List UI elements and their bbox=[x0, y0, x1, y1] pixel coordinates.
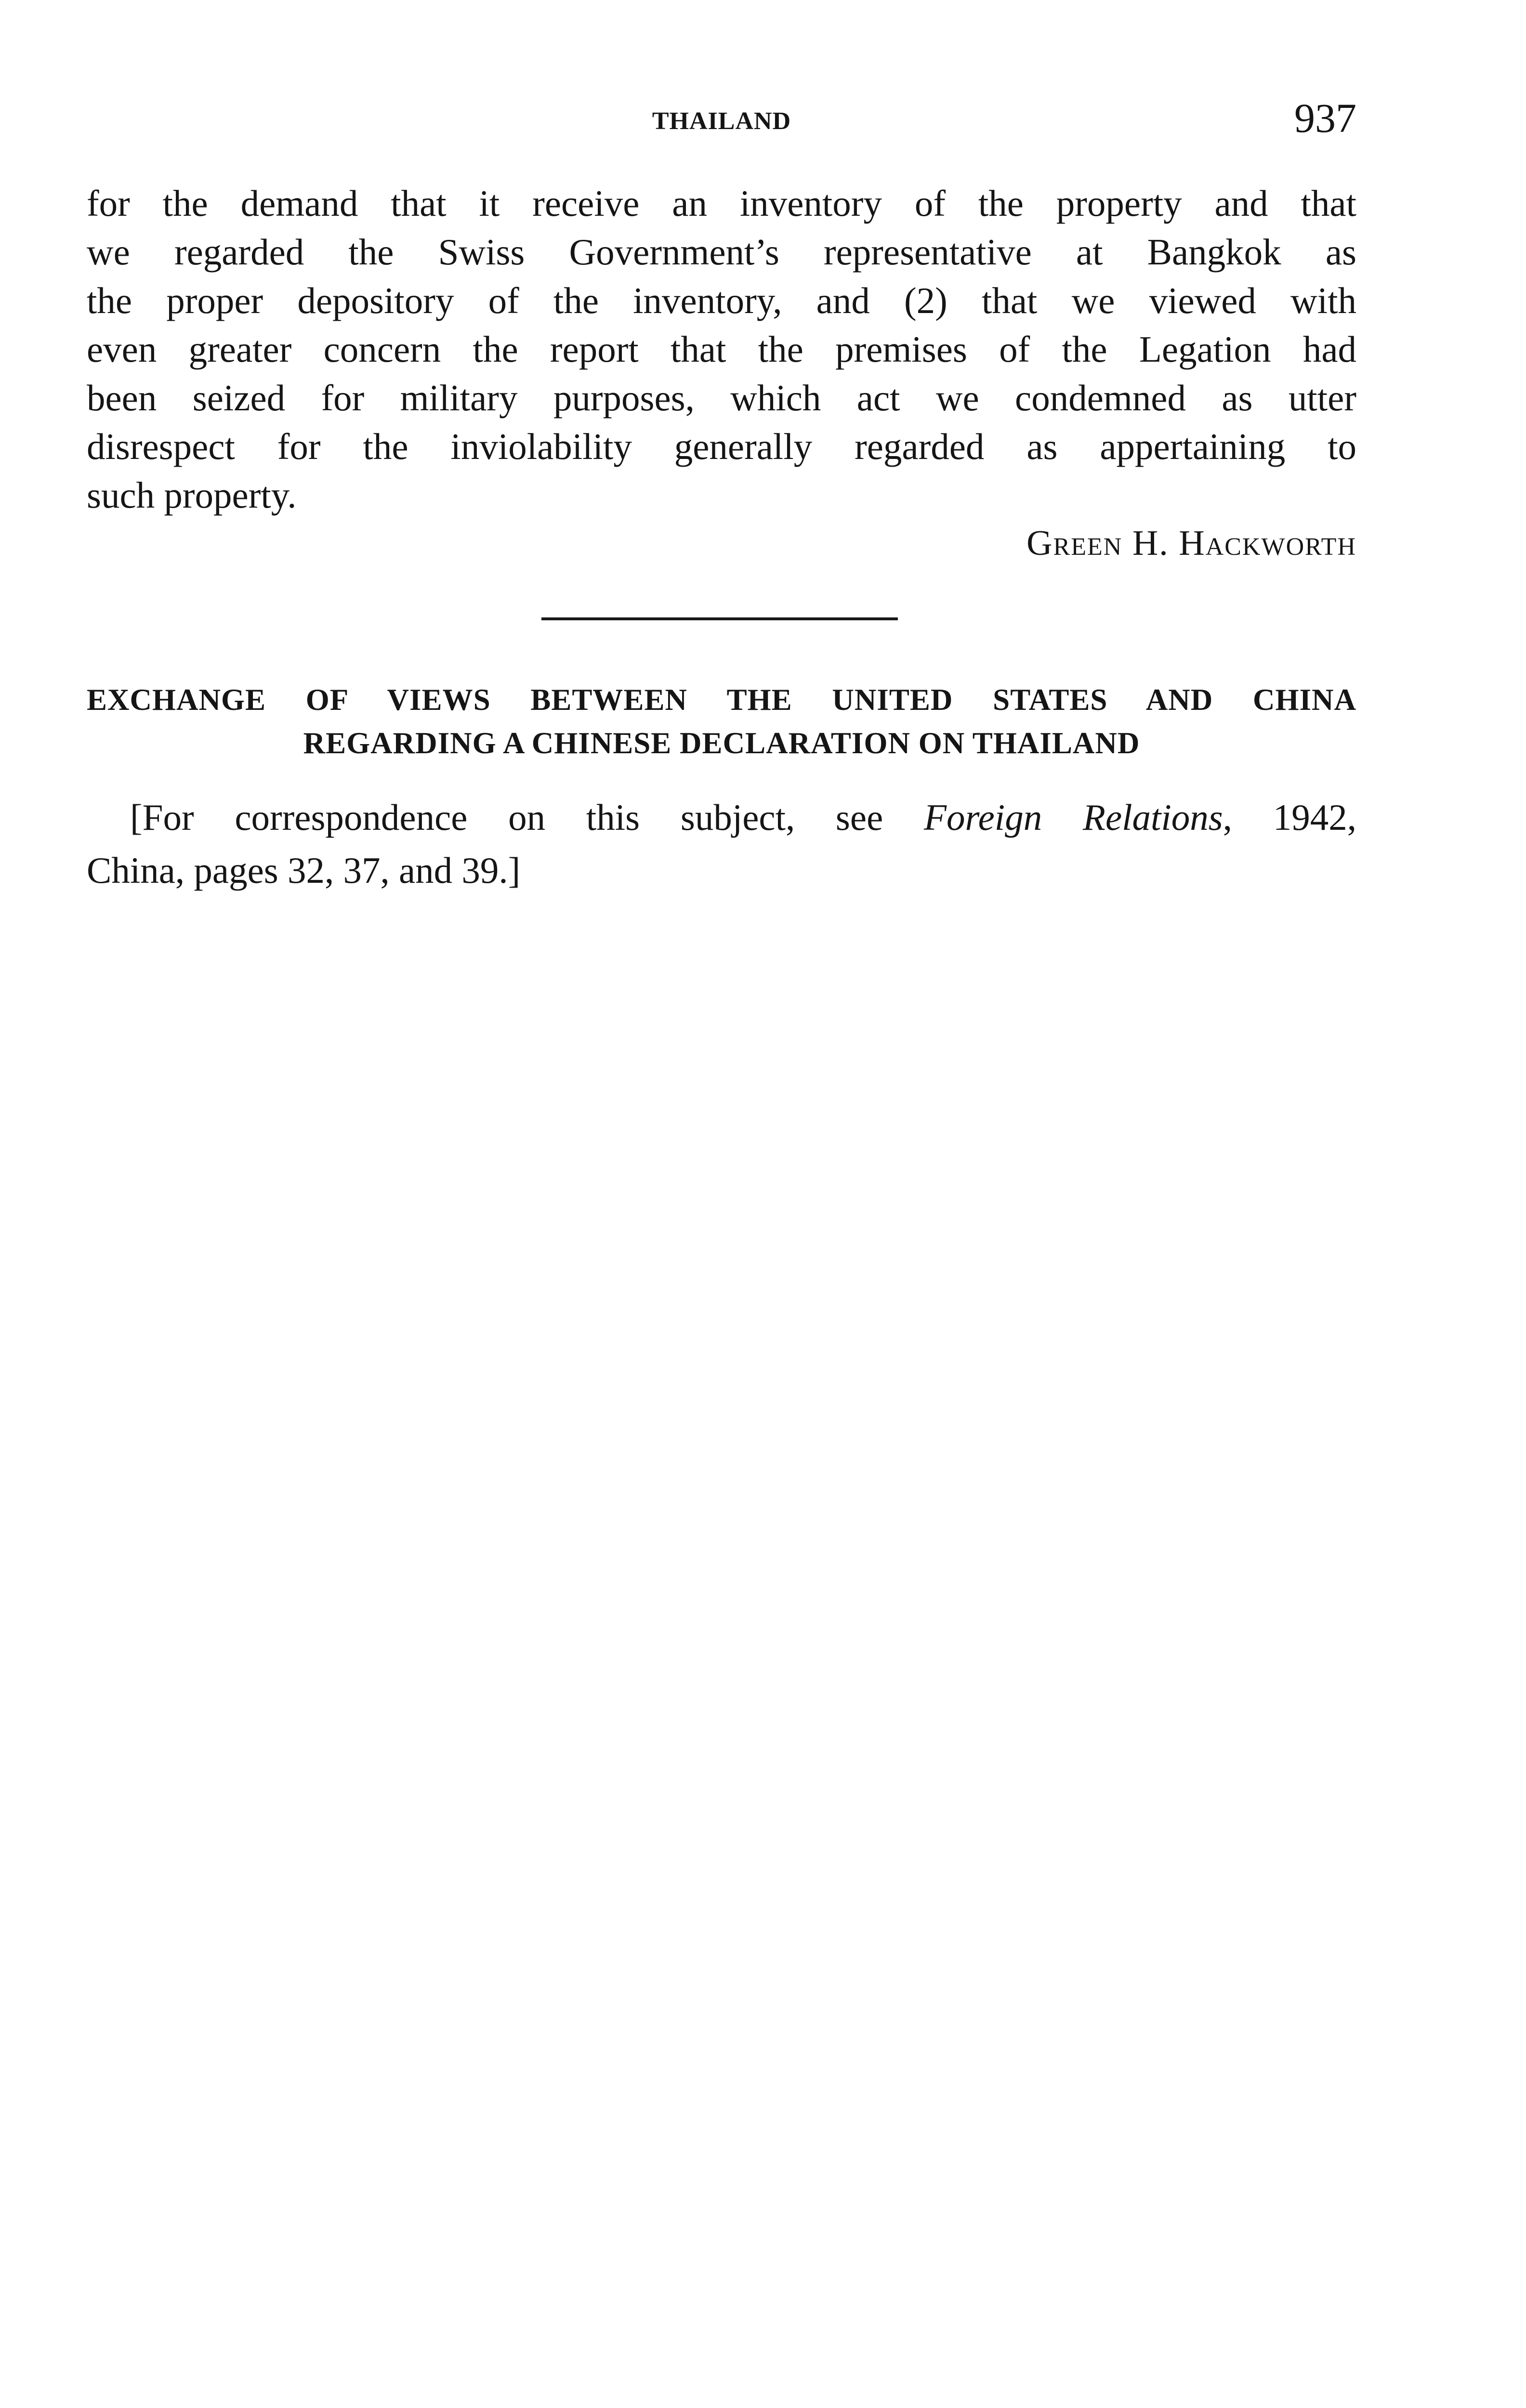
body-line: for the demand that it receive an inventory of the property and that bbox=[87, 183, 1356, 224]
body-line: disrespect for the inviolability generally regarded as appertaining to bbox=[87, 426, 1356, 467]
editorial-note bbox=[87, 791, 1356, 897]
body-line: we regarded the Swiss Government’s representative at Bangkok as bbox=[87, 231, 1356, 273]
section-heading bbox=[87, 678, 1356, 765]
note-citation: Foreign Relations bbox=[923, 797, 1223, 838]
note-line: China, pages 32, 37, and 39.] bbox=[87, 850, 521, 891]
page-number: 937 bbox=[1294, 95, 1356, 141]
section-separator-rule bbox=[541, 617, 898, 620]
body-line: the proper depository of the inventory, and (2) that we viewed with bbox=[87, 280, 1356, 321]
note-text: [For correspondence on this subject, see bbox=[130, 797, 924, 838]
section-heading-line: REGARDING A CHINESE DECLARATION ON THAILAND bbox=[303, 726, 1140, 760]
body-line: been seized for military purposes, which act we condemned as utter bbox=[87, 377, 1356, 419]
note-line bbox=[87, 791, 1356, 844]
section-heading-line: EXCHANGE OF VIEWS BETWEEN THE UNITED STATES AND CHINA bbox=[87, 683, 1356, 717]
body-line: such property. bbox=[87, 474, 297, 516]
running-head bbox=[87, 96, 1356, 140]
body-line: even greater concern the report that the premises of the Legation had bbox=[87, 328, 1356, 370]
body-paragraph bbox=[87, 179, 1356, 520]
running-title: THAILAND bbox=[652, 107, 791, 135]
note-text: , 1942, bbox=[1223, 797, 1356, 838]
signature: Green H. Hackworth bbox=[1026, 523, 1356, 563]
